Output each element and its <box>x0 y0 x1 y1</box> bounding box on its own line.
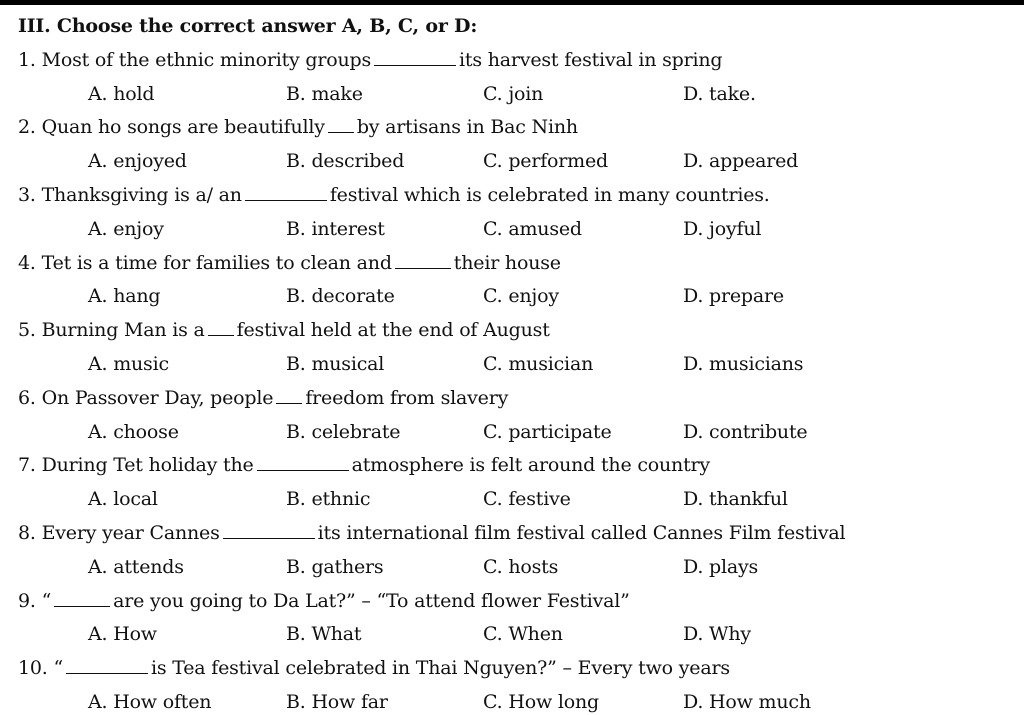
answer-options <box>18 213 1018 247</box>
question-number: 5. <box>18 319 36 342</box>
option-d: D. How much <box>683 690 811 713</box>
question-8 <box>18 517 1018 551</box>
option-b: B. celebrate <box>286 420 401 443</box>
option-a: A. enjoy <box>88 217 164 240</box>
question-text-before: Most of the ethnic minority groups <box>41 48 372 71</box>
question-text-after: atmosphere is felt around the country <box>351 454 710 477</box>
question-number: 8. <box>18 521 36 544</box>
question-text-before: “ <box>53 657 63 680</box>
option-b: B. musical <box>286 352 385 375</box>
option-b: B. decorate <box>286 285 395 308</box>
option-a: A. attends <box>88 555 184 578</box>
option-d: D. prepare <box>683 285 784 308</box>
answer-blank <box>374 49 456 66</box>
question-text-after: is Tea festival celebrated in Thai Nguyen?” – Every two years <box>150 657 730 680</box>
option-d: D. plays <box>683 555 759 578</box>
option-b: B. What <box>286 623 362 646</box>
question-text-before: Every year Cannes <box>41 521 220 544</box>
answer-blank <box>276 387 302 404</box>
question-number: 3. <box>18 183 36 206</box>
option-c: C. performed <box>483 150 609 173</box>
answer-blank <box>245 184 327 201</box>
option-c: C. amused <box>483 217 582 240</box>
option-d: D. joyful <box>683 217 762 240</box>
question-7 <box>18 449 1018 483</box>
option-c: C. enjoy <box>483 285 559 308</box>
question-number: 4. <box>18 251 36 274</box>
answer-blank <box>54 590 110 607</box>
question-text-after: are you going to Da Lat?” – “To attend flower Festival” <box>113 589 630 612</box>
question-text-after: their house <box>453 251 561 274</box>
question-text-before: On Passover Day, people <box>41 386 274 409</box>
option-a: A. hang <box>88 285 161 308</box>
option-b: B. ethnic <box>286 488 371 511</box>
question-10 <box>18 652 1018 686</box>
question-list <box>18 44 1018 715</box>
question-text-before: Burning Man is a <box>41 319 205 342</box>
question-6 <box>18 382 1018 416</box>
question-3 <box>18 179 1018 213</box>
answer-blank <box>223 522 315 539</box>
answer-options <box>18 551 1018 585</box>
option-d: D. Why <box>683 623 751 646</box>
question-text-before: During Tet holiday the <box>41 454 254 477</box>
exercise-sheet <box>18 10 1018 715</box>
option-b: B. gathers <box>286 555 384 578</box>
question-4 <box>18 247 1018 281</box>
option-c: C. musician <box>483 352 594 375</box>
option-b: B. described <box>286 150 405 173</box>
answer-options <box>18 78 1018 112</box>
question-number: 6. <box>18 386 36 409</box>
option-a: A. choose <box>88 420 179 443</box>
question-number: 10. <box>18 657 48 680</box>
question-number: 9. <box>18 589 36 612</box>
option-a: A. music <box>88 352 169 375</box>
question-text-before: Thanksgiving is a/ an <box>41 183 242 206</box>
option-a: A. enjoyed <box>88 150 187 173</box>
option-a: A. How <box>88 623 157 646</box>
question-number: 2. <box>18 116 36 139</box>
answer-blank <box>66 657 148 674</box>
question-text-after: by artisans in Bac Ninh <box>356 116 578 139</box>
question-text-after: its international film festival called Cannes Film festival <box>317 521 846 544</box>
question-text-after: festival held at the end of August <box>236 319 550 342</box>
option-b: B. make <box>286 82 363 105</box>
question-2 <box>18 111 1018 145</box>
answer-blank <box>328 116 354 133</box>
answer-options <box>18 483 1018 517</box>
answer-blank <box>208 319 234 336</box>
question-9 <box>18 585 1018 619</box>
option-c: C. hosts <box>483 555 559 578</box>
option-b: B. How far <box>286 690 388 713</box>
option-a: A. How often <box>88 690 212 713</box>
option-a: A. local <box>88 488 158 511</box>
question-text-after: freedom from slavery <box>305 386 509 409</box>
option-d: D. thankful <box>683 488 788 511</box>
question-5 <box>18 314 1018 348</box>
answer-options <box>18 618 1018 652</box>
question-number: 1. <box>18 48 36 71</box>
top-border <box>0 0 1024 5</box>
option-d: D. take. <box>683 82 756 105</box>
option-d: D. appeared <box>683 150 799 173</box>
option-a: A. hold <box>88 82 155 105</box>
question-text-before: “ <box>41 589 52 612</box>
option-c: C. participate <box>483 420 612 443</box>
exercise-heading: III. Choose the correct answer A, B, C, or D: <box>18 15 478 37</box>
answer-options <box>18 416 1018 450</box>
answer-options <box>18 280 1018 314</box>
question-1 <box>18 44 1018 78</box>
question-number: 7. <box>18 454 36 477</box>
answer-blank <box>395 252 451 269</box>
question-text-before: Quan ho songs are beautifully <box>41 116 325 139</box>
option-d: D. contribute <box>683 420 808 443</box>
question-text-before: Tet is a time for families to clean and <box>41 251 392 274</box>
question-text-after: festival which is celebrated in many countries. <box>329 183 770 206</box>
answer-options <box>18 348 1018 382</box>
answer-options <box>18 145 1018 179</box>
option-c: C. festive <box>483 488 571 511</box>
option-c: C. When <box>483 623 563 646</box>
question-text-after: its harvest festival in spring <box>459 48 723 71</box>
option-d: D. musicians <box>683 352 804 375</box>
option-c: C. join <box>483 82 544 105</box>
answer-options <box>18 686 1018 715</box>
answer-blank <box>257 454 349 471</box>
option-b: B. interest <box>286 217 385 240</box>
option-c: C. How long <box>483 690 599 713</box>
